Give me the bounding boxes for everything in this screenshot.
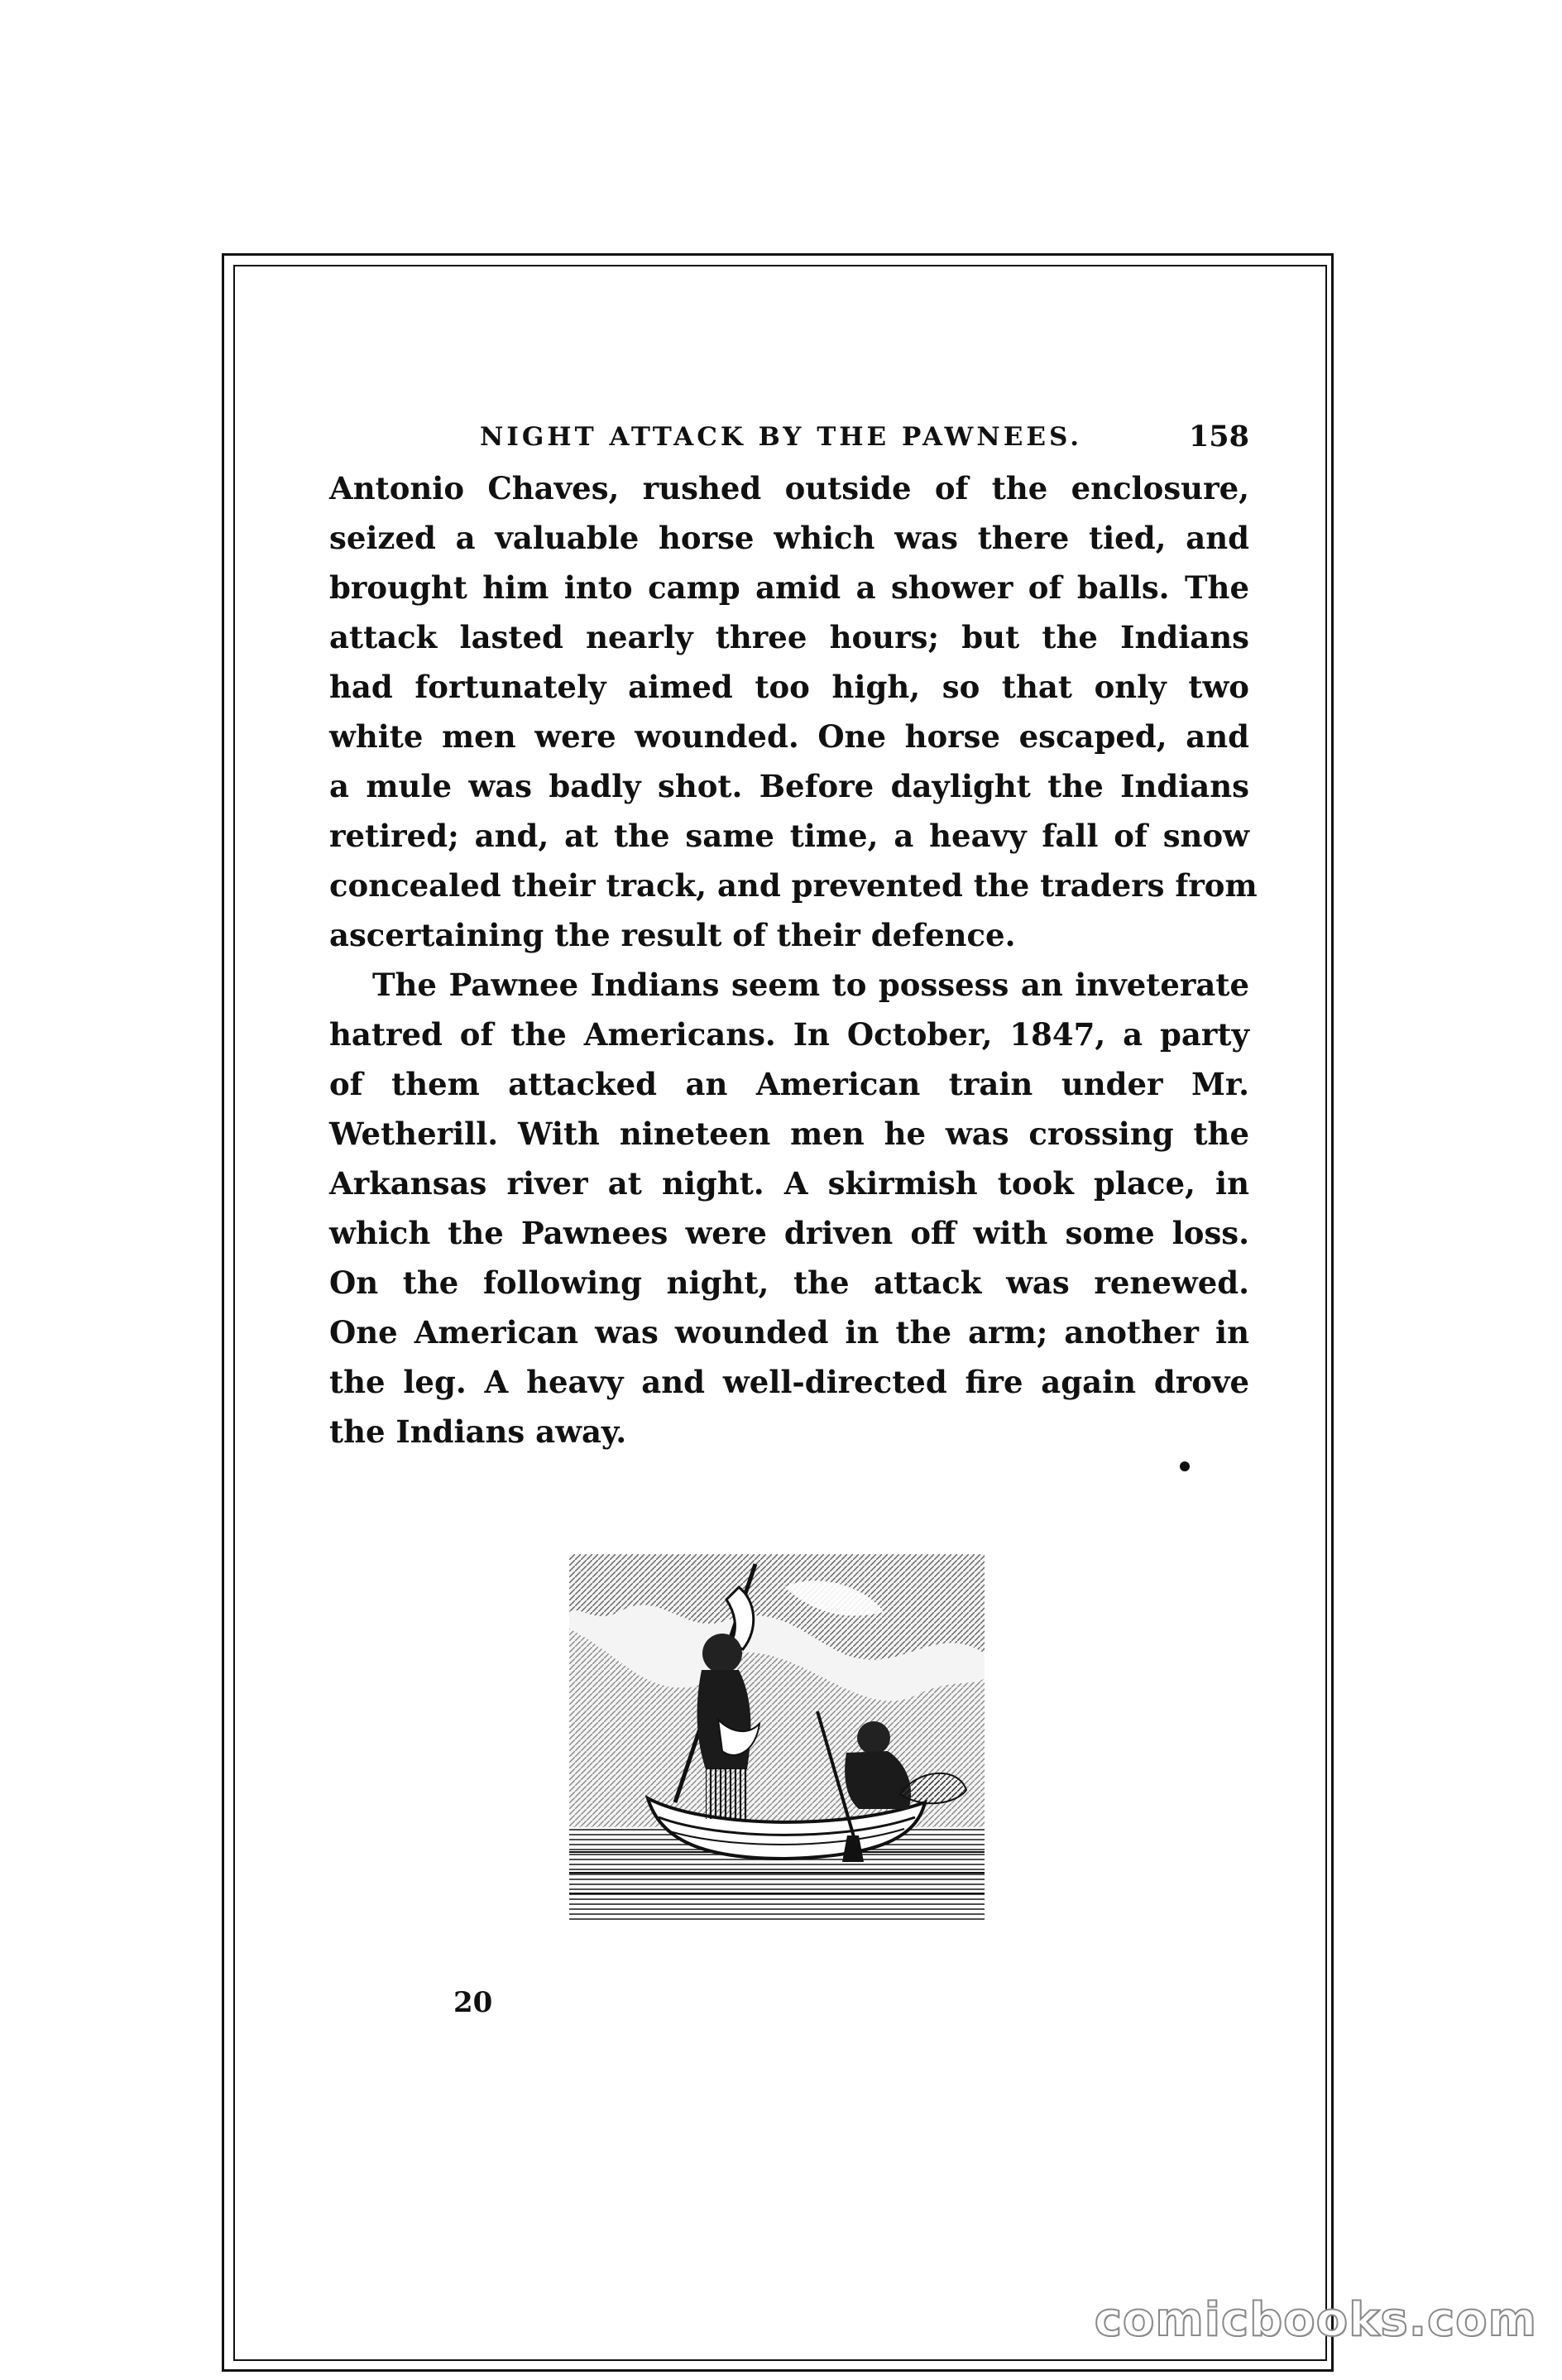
text-line: the leg. A heavy and well-directed fire again drove [329, 1364, 1249, 1400]
body-text [329, 463, 1258, 1456]
text-line: ascertaining the result of their defence. [329, 917, 1016, 953]
text-line: hatred of the Americans. In October, 1847, a party [329, 1016, 1249, 1053]
text-line: had fortunately aimed too high, so that only two [329, 669, 1249, 705]
text-line: seized a valuable horse which was there tied, and [329, 520, 1249, 556]
paragraph [329, 960, 1249, 1456]
canoe-illustration [569, 1554, 985, 1923]
signature-mark: 20 [453, 1986, 493, 2019]
text-line: Arkansas river at night. A skirmish took place, in [329, 1165, 1249, 1202]
running-head [329, 414, 1249, 463]
paragraph [329, 463, 1258, 960]
watermark: comicbooks.com [1094, 2293, 1537, 2347]
text-line: attack lasted nearly three hours; but the Indians [329, 619, 1249, 655]
bullet-mark [1180, 1461, 1190, 1471]
text-line: retired; and, at the same time, a heavy fall of snow [329, 818, 1249, 854]
text-line: The Pawnee Indians seem to possess an inveterate [372, 967, 1249, 1003]
text-line: concealed their track, and prevented the traders from [329, 867, 1258, 904]
text-line: of them attacked an American train under Mr. [329, 1066, 1249, 1102]
text-line: a mule was badly shot. Before daylight the Indians [329, 768, 1249, 804]
engraving-canoe-two-figures-icon [569, 1554, 985, 1923]
running-head-title: NIGHT ATTACK BY THE PAWNEES. [480, 422, 1083, 452]
text-line: white men were wounded. One horse escaped, and [329, 718, 1249, 755]
text-line: Wetherill. With nineteen men he was crossing the [329, 1116, 1249, 1152]
text-line: One American was wounded in the arm; another in [329, 1314, 1249, 1351]
page-number: 158 [1188, 420, 1249, 453]
text-line: On the following night, the attack was renewed. [329, 1264, 1249, 1301]
text-line: the Indians away. [329, 1413, 627, 1450]
text-line: Antonio Chaves, rushed outside of the enclosure, [329, 470, 1249, 506]
text-line: which the Pawnees were driven off with some loss. [329, 1215, 1249, 1251]
text-line: brought him into camp amid a shower of balls. The [329, 569, 1249, 606]
